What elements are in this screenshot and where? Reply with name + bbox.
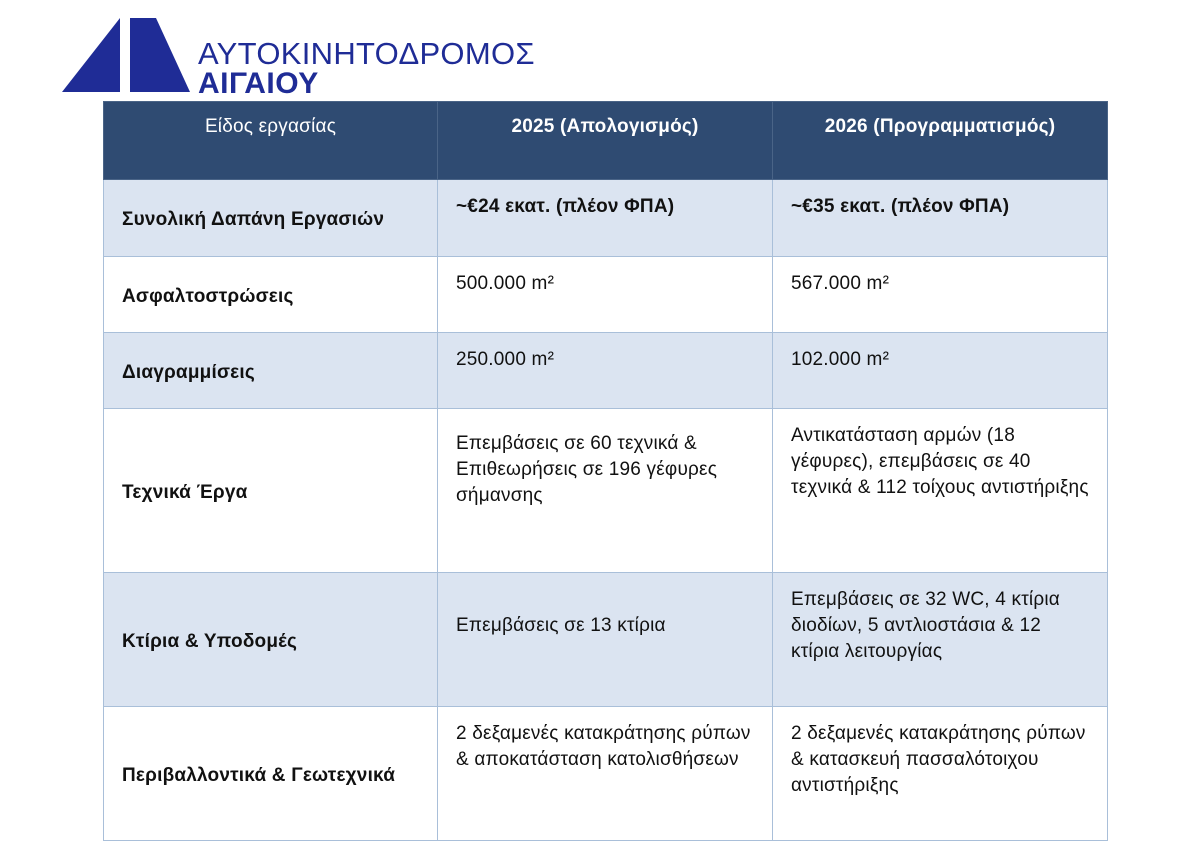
row-label: Περιβαλλοντικά & Γεωτεχνικά bbox=[104, 707, 438, 841]
table-header-row bbox=[104, 102, 1108, 180]
cell-2026: Επεμβάσεις σε 32 WC, 4 κτίρια διοδίων, 5 αντλιοστάσια & 12 κτίρια λειτουργίας bbox=[773, 573, 1108, 707]
table-row bbox=[104, 409, 1108, 573]
cell-2025: 250.000 m² bbox=[438, 333, 773, 409]
table-row bbox=[104, 257, 1108, 333]
cell-2025: Επεμβάσεις σε 60 τεχνικά & Επιθεωρήσεις σε 196 γέφυρες σήμανσης bbox=[438, 409, 773, 573]
row-label: Τεχνικά Έργα bbox=[104, 409, 438, 573]
header-2026: 2026 (Προγραμματισμός) bbox=[773, 102, 1108, 180]
company-logo bbox=[62, 16, 562, 100]
row-label: Κτίρια & Υποδομές bbox=[104, 573, 438, 707]
table-row bbox=[104, 180, 1108, 257]
cell-2025: ~€24 εκατ. (πλέον ΦΠΑ) bbox=[438, 180, 773, 257]
cell-2025: 2 δεξαμενές κατακράτησης ρύπων & αποκατάσταση κατολισθήσεων bbox=[438, 707, 773, 841]
row-label: Συνολική Δαπάνη Εργασιών bbox=[104, 180, 438, 257]
table-row bbox=[104, 333, 1108, 409]
row-label: Διαγραμμίσεις bbox=[104, 333, 438, 409]
table-row bbox=[104, 707, 1108, 841]
logo-text-line1: ΑΥΤΟΚΙΝΗΤΟΔΡΟΜΟΣ bbox=[198, 36, 535, 71]
header-work-type: Είδος εργασίας bbox=[104, 102, 438, 180]
table-row bbox=[104, 573, 1108, 707]
row-label: Ασφαλτοστρώσεις bbox=[104, 257, 438, 333]
cell-2026: Αντικατάσταση αρμών (18 γέφυρες), επεμβάσεις σε 40 τεχνικά & 112 τοίχους αντιστήριξης bbox=[773, 409, 1108, 573]
works-table bbox=[103, 101, 1108, 841]
cell-2025: Επεμβάσεις σε 13 κτίρια bbox=[438, 573, 773, 707]
road-triangle-icon bbox=[62, 16, 190, 96]
cell-2026: 2 δεξαμενές κατακράτησης ρύπων & κατασκευή πασσαλότοιχου αντιστήριξης bbox=[773, 707, 1108, 841]
header-2025: 2025 (Απολογισμός) bbox=[438, 102, 773, 180]
cell-2026: ~€35 εκατ. (πλέον ΦΠΑ) bbox=[773, 180, 1108, 257]
cell-2026: 102.000 m² bbox=[773, 333, 1108, 409]
cell-2026: 567.000 m² bbox=[773, 257, 1108, 333]
logo-text-line2: ΑΙΓΑΙΟΥ bbox=[198, 67, 319, 100]
cell-2025: 500.000 m² bbox=[438, 257, 773, 333]
